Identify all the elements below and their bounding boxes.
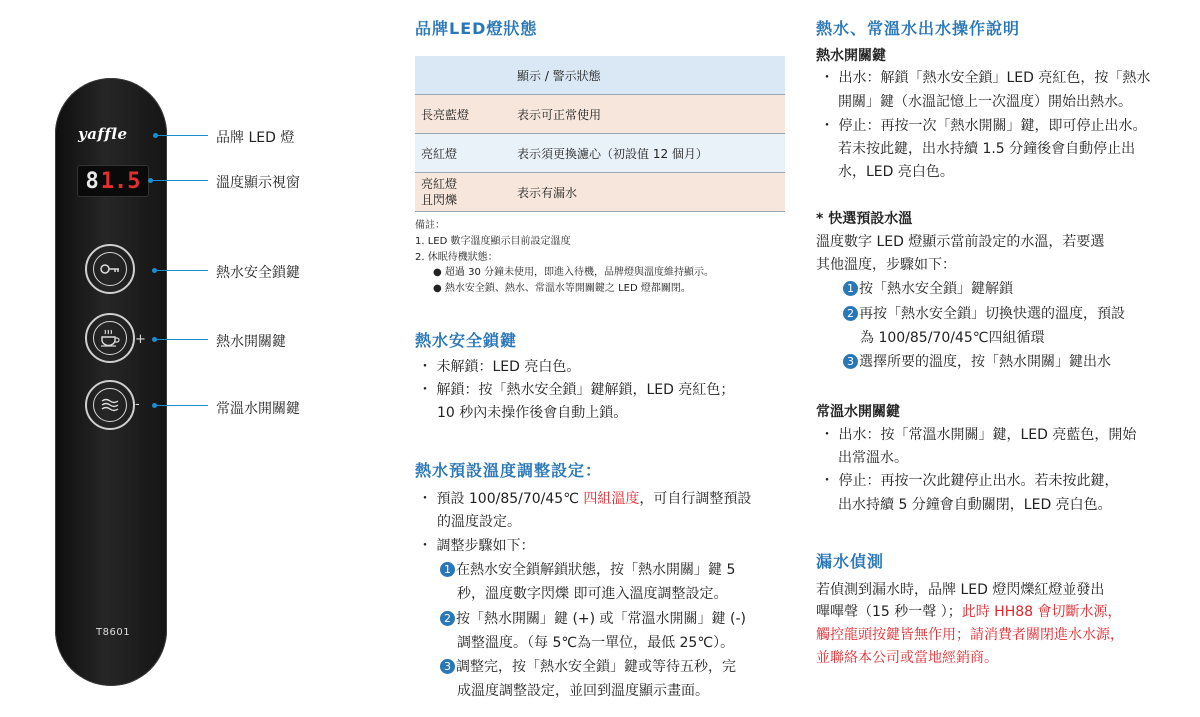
leak-line-2a: 嗶嗶聲（15 秒一聲 ）； [816, 604, 962, 620]
led-status-heading: 品牌LED燈狀態 [415, 19, 538, 38]
normal-water-sub: 常溫水開關鍵 [816, 404, 900, 420]
quick-select-sub: * 快選預設水溫 [816, 211, 913, 227]
safety-lock-line-2: ・ 解鎖：按「熱水安全鎖」鍵解鎖，LED 亮紅色； [418, 382, 735, 398]
minus-sign: - [135, 397, 140, 412]
callout-normal-water-key: 常溫水開關鍵 [216, 401, 300, 417]
leak-line-2b: 此時 HH88 會切斷水源， [961, 604, 1122, 620]
callout-line [151, 180, 208, 181]
quick-step-1-text: 按「熱水安全鎖」鍵解鎖 [859, 281, 1013, 297]
preset-step-1 [440, 558, 735, 582]
water-waves-icon [93, 388, 127, 422]
step-number: 3 [440, 659, 455, 674]
callout-temperature-display: 溫度顯示視窗 [216, 175, 300, 191]
preset-line-3: ・ 調整步驟如下： [418, 538, 535, 554]
step-number: 1 [440, 562, 455, 577]
normal-line-3: ・ 停止：再按一次此鍵停止出水。若未按此鍵， [820, 473, 1119, 489]
safety-lock-heading: 熱水安全鎖鍵 [415, 331, 518, 350]
table-row [415, 95, 785, 134]
preset-line-2: 的溫度設定。 [437, 514, 521, 530]
led-state: 亮紅燈 [415, 134, 511, 173]
quick-line-1: 溫度數字 LED 燈顯示當前設定的水溫，若要選 [816, 234, 1105, 250]
quick-step-3-text: 選擇所要的溫度，按「熱水開關」鍵出水 [859, 354, 1111, 370]
led-meaning: 表示須更換濾心（初設值 12 個月） [511, 134, 785, 173]
preset-step-1a: 在熱水安全鎖解鎖狀態，按「熱水開關」鍵 5 [456, 562, 736, 578]
led-state: 亮紅燈 且閃爍 [415, 173, 511, 212]
table-row [415, 134, 785, 173]
preset-step-3 [440, 655, 736, 679]
step-number: 2 [440, 611, 455, 626]
callout-lock-key: 熱水安全鎖鍵 [216, 265, 300, 281]
preset-line-1b: ，可自行調整預設 [639, 491, 752, 507]
note-2: 2. 休眠待機狀態： [415, 252, 498, 263]
led-status-table [415, 56, 785, 212]
preset-step-3a: 調整完，按「熱水安全鎖」鍵或等待五秒，完 [456, 659, 736, 675]
leak-line-3: 觸控龍頭按鍵皆無作用；請消費者關閉進水水源， [816, 627, 1124, 643]
preset-step-2a: 按「熱水開關」鍵 (+) 或「常溫水開關」鍵 (-) [456, 611, 746, 627]
step-number: 2 [843, 306, 858, 321]
quick-step-2 [843, 302, 1125, 326]
note-2a: ● 超過 30 分鐘未使用，即進入待機，品牌燈與溫度維持顯示。 [433, 267, 714, 278]
notes-title: 備註： [415, 220, 445, 231]
hot-line-3: ・ 停止：再按一次「熱水開關」鍵，即可停止出水。 [820, 118, 1147, 134]
leak-line-4: 並聯絡本公司或當地經銷商。 [816, 650, 998, 666]
cup-icon [93, 321, 127, 355]
callout-line [155, 405, 208, 406]
hot-water-sub: 熱水開關鍵 [816, 48, 886, 64]
note-2a-text: 超過 30 分鐘未使用，即進入待機，品牌燈與溫度維持顯示。 [444, 267, 714, 278]
plus-sign: + [135, 332, 146, 347]
operation-heading: 熱水、常溫水出水操作說明 [816, 19, 1021, 38]
display-digit-right: 1.5 [100, 168, 141, 194]
leak-line-2 [816, 600, 1122, 624]
led-meaning: 表示可正常使用 [511, 95, 785, 134]
display-digit-left: 8 [85, 168, 99, 194]
preset-step-1b: 秒，溫度數字閃爍 即可進入溫度調整設定。 [457, 586, 728, 602]
preset-step-2b: 調整溫度。（每 5℃為一單位，最低 25℃）。 [457, 635, 735, 651]
quick-line-2: 其他溫度，步驟如下： [816, 257, 956, 273]
normal-line-4: 出水持續 5 分鐘會自動關閉，LED 亮白色。 [838, 497, 1112, 513]
callout-brand-led: 品牌 LED 燈 [216, 130, 295, 146]
hot-line-1: ・ 出水：解鎖「熱水安全鎖」LED 亮紅色，按「熱水 [820, 70, 1151, 86]
normal-line-2: 出常溫水。 [838, 450, 908, 466]
table-row [415, 173, 785, 212]
preset-line-1a: ・ 預設 100/85/70/45℃ [418, 491, 584, 507]
preset-step-3b: 成溫度調整設定，並回到溫度顯示畫面。 [457, 683, 709, 699]
quick-step-2-text: 再按「熱水安全鎖」切換快選的溫度，預設 [859, 306, 1125, 322]
note-2b-text: 熱水安全鎖、熱水、常溫水等開關鍵之 LED 燈都關閉。 [444, 283, 691, 294]
preset-adjust-heading: 熱水預設溫度調整設定： [415, 461, 603, 480]
note-1: 1. LED 數字溫度顯示目前設定溫度 [415, 236, 571, 247]
preset-step-2 [440, 607, 746, 631]
leak-detection-heading: 漏水偵測 [816, 552, 885, 571]
hot-line-4: 若未按此鍵，出水持續 1.5 分鐘後會自動停止出 [838, 141, 1136, 157]
table-header-blank [415, 56, 511, 95]
leak-line-1: 若偵測到漏水時，品牌 LED 燈閃爍紅燈並發出 [816, 582, 1105, 598]
step-number: 3 [843, 354, 858, 369]
quick-step-1 [843, 277, 1013, 301]
note-2b: ● 熱水安全鎖、熱水、常溫水等開關鍵之 LED 燈都關閉。 [433, 283, 691, 294]
callout-line [156, 135, 208, 136]
hot-line-5: 水，LED 亮白色。 [838, 164, 954, 180]
hot-line-2: 開關」鍵（水溫記憶上一次溫度）開始出熱水。 [838, 94, 1132, 110]
safety-lock-line-3: 10 秒內未操作後會自動上鎖。 [437, 405, 628, 421]
brand-logo: yaffle [78, 125, 128, 143]
key-icon [93, 252, 127, 286]
led-meaning: 表示有漏水 [511, 173, 785, 212]
table-header: 顯示 / 警示狀態 [511, 56, 785, 95]
quick-step-3 [843, 350, 1111, 374]
safety-lock-line-1: ・ 未解鎖：LED 亮白色。 [418, 359, 581, 375]
callout-hot-water-key: 熱水開關鍵 [216, 334, 286, 350]
preset-four-temps: 四組溫度 [583, 491, 640, 507]
model-number: T8601 [96, 627, 131, 638]
normal-line-1: ・ 出水：按「常溫水開關」鍵，LED 亮藍色，開始 [820, 427, 1137, 443]
hot-water-lock-button[interactable] [85, 244, 135, 294]
led-state: 長亮藍燈 [415, 95, 511, 134]
normal-water-button[interactable] [85, 380, 135, 430]
callout-line [155, 339, 208, 340]
hot-water-button[interactable] [85, 313, 135, 363]
quick-step-2b: 為 100/85/70/45℃四組循環 [860, 330, 1045, 346]
temperature-display [77, 165, 149, 197]
preset-line-1 [418, 487, 751, 511]
step-number: 1 [843, 281, 858, 296]
callout-line [155, 270, 208, 271]
